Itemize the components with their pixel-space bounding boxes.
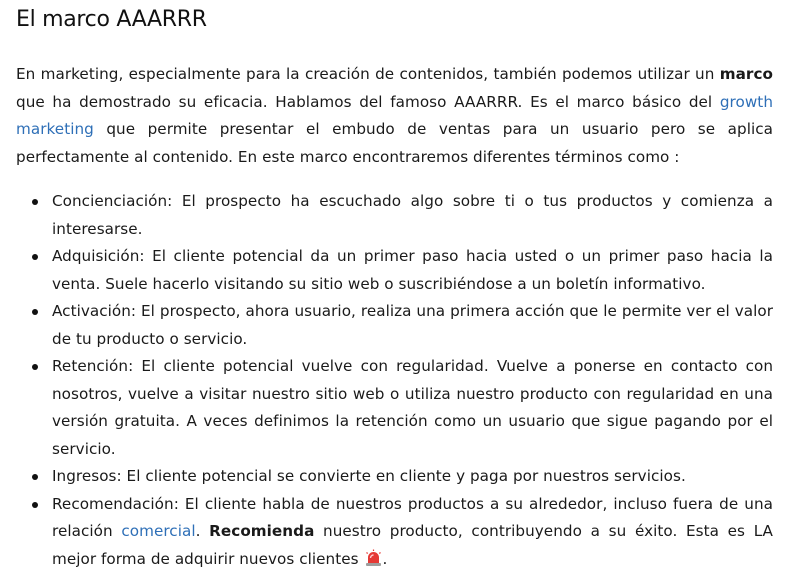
recomendacion-text-3: nuestro producto, contribuyendo a su éxito. Esta es LA mejor forma de adquirir nuevos clientes <box>52 522 773 568</box>
comercial-link[interactable]: comercial <box>121 522 196 540</box>
rotating-light-siren-icon <box>365 549 382 567</box>
list-item-retencion: Retención: El cliente potencial vuelve con regularidad. Vuelve a ponerse en contacto con nosotros, vuelve a visitar nuestro sitio web o utiliza nuestro producto con regularidad en una versión gratuita. A veces definimos la retención como un usuario que sigue pagando por el servicio. <box>52 353 773 463</box>
list-item-concienciacion: Concienciación: El prospecto ha escuchado algo sobre ti o tus productos y comienza a interesarse. <box>52 188 773 243</box>
list-item-ingresos: Ingresos: El cliente potencial se convierte en cliente y paga por nuestros servicios. <box>52 463 773 491</box>
intro-bold-marco: marco <box>719 65 773 83</box>
recomendacion-text-1: Recomendación: El cliente habla de nuestros productos a su alrededor, incluso fuera de una relación <box>52 494 773 540</box>
aaarrr-terms-list <box>16 188 773 573</box>
intro-text-3: que permite presentar el embudo de ventas para un usuario pero se aplica perfectamente al contenido. En este marco encontraremos diferentes términos como : <box>16 120 773 166</box>
intro-text-1: En marketing, especialmente para la creación de contenidos, también podemos utilizar un <box>16 65 720 83</box>
list-item-activacion: Activación: El prospecto, ahora usuario, realiza una primera acción que le permite ver el valor de tu producto o servicio. <box>52 298 773 353</box>
recomendacion-text-2: . <box>195 522 210 540</box>
section-title: El marco AAARRR <box>16 7 207 32</box>
recomendacion-end: . <box>382 549 388 568</box>
intro-text-2: que ha demostrado su eficacia. Hablamos del famoso AAARRR. Es el marco básico del <box>16 92 720 111</box>
growth-marketing-link[interactable]: growth marketing <box>16 92 773 138</box>
list-item-recomendacion <box>52 491 773 574</box>
intro-paragraph <box>16 61 773 171</box>
list-item-adquisicion: Adquisición: El cliente potencial da un primer paso hacia usted o un primer paso hacia la venta. Suele hacerlo visitando su sitio web o suscribiéndose a un boletín informativo. <box>52 243 773 298</box>
recomendacion-bold: Recomienda <box>209 522 315 540</box>
